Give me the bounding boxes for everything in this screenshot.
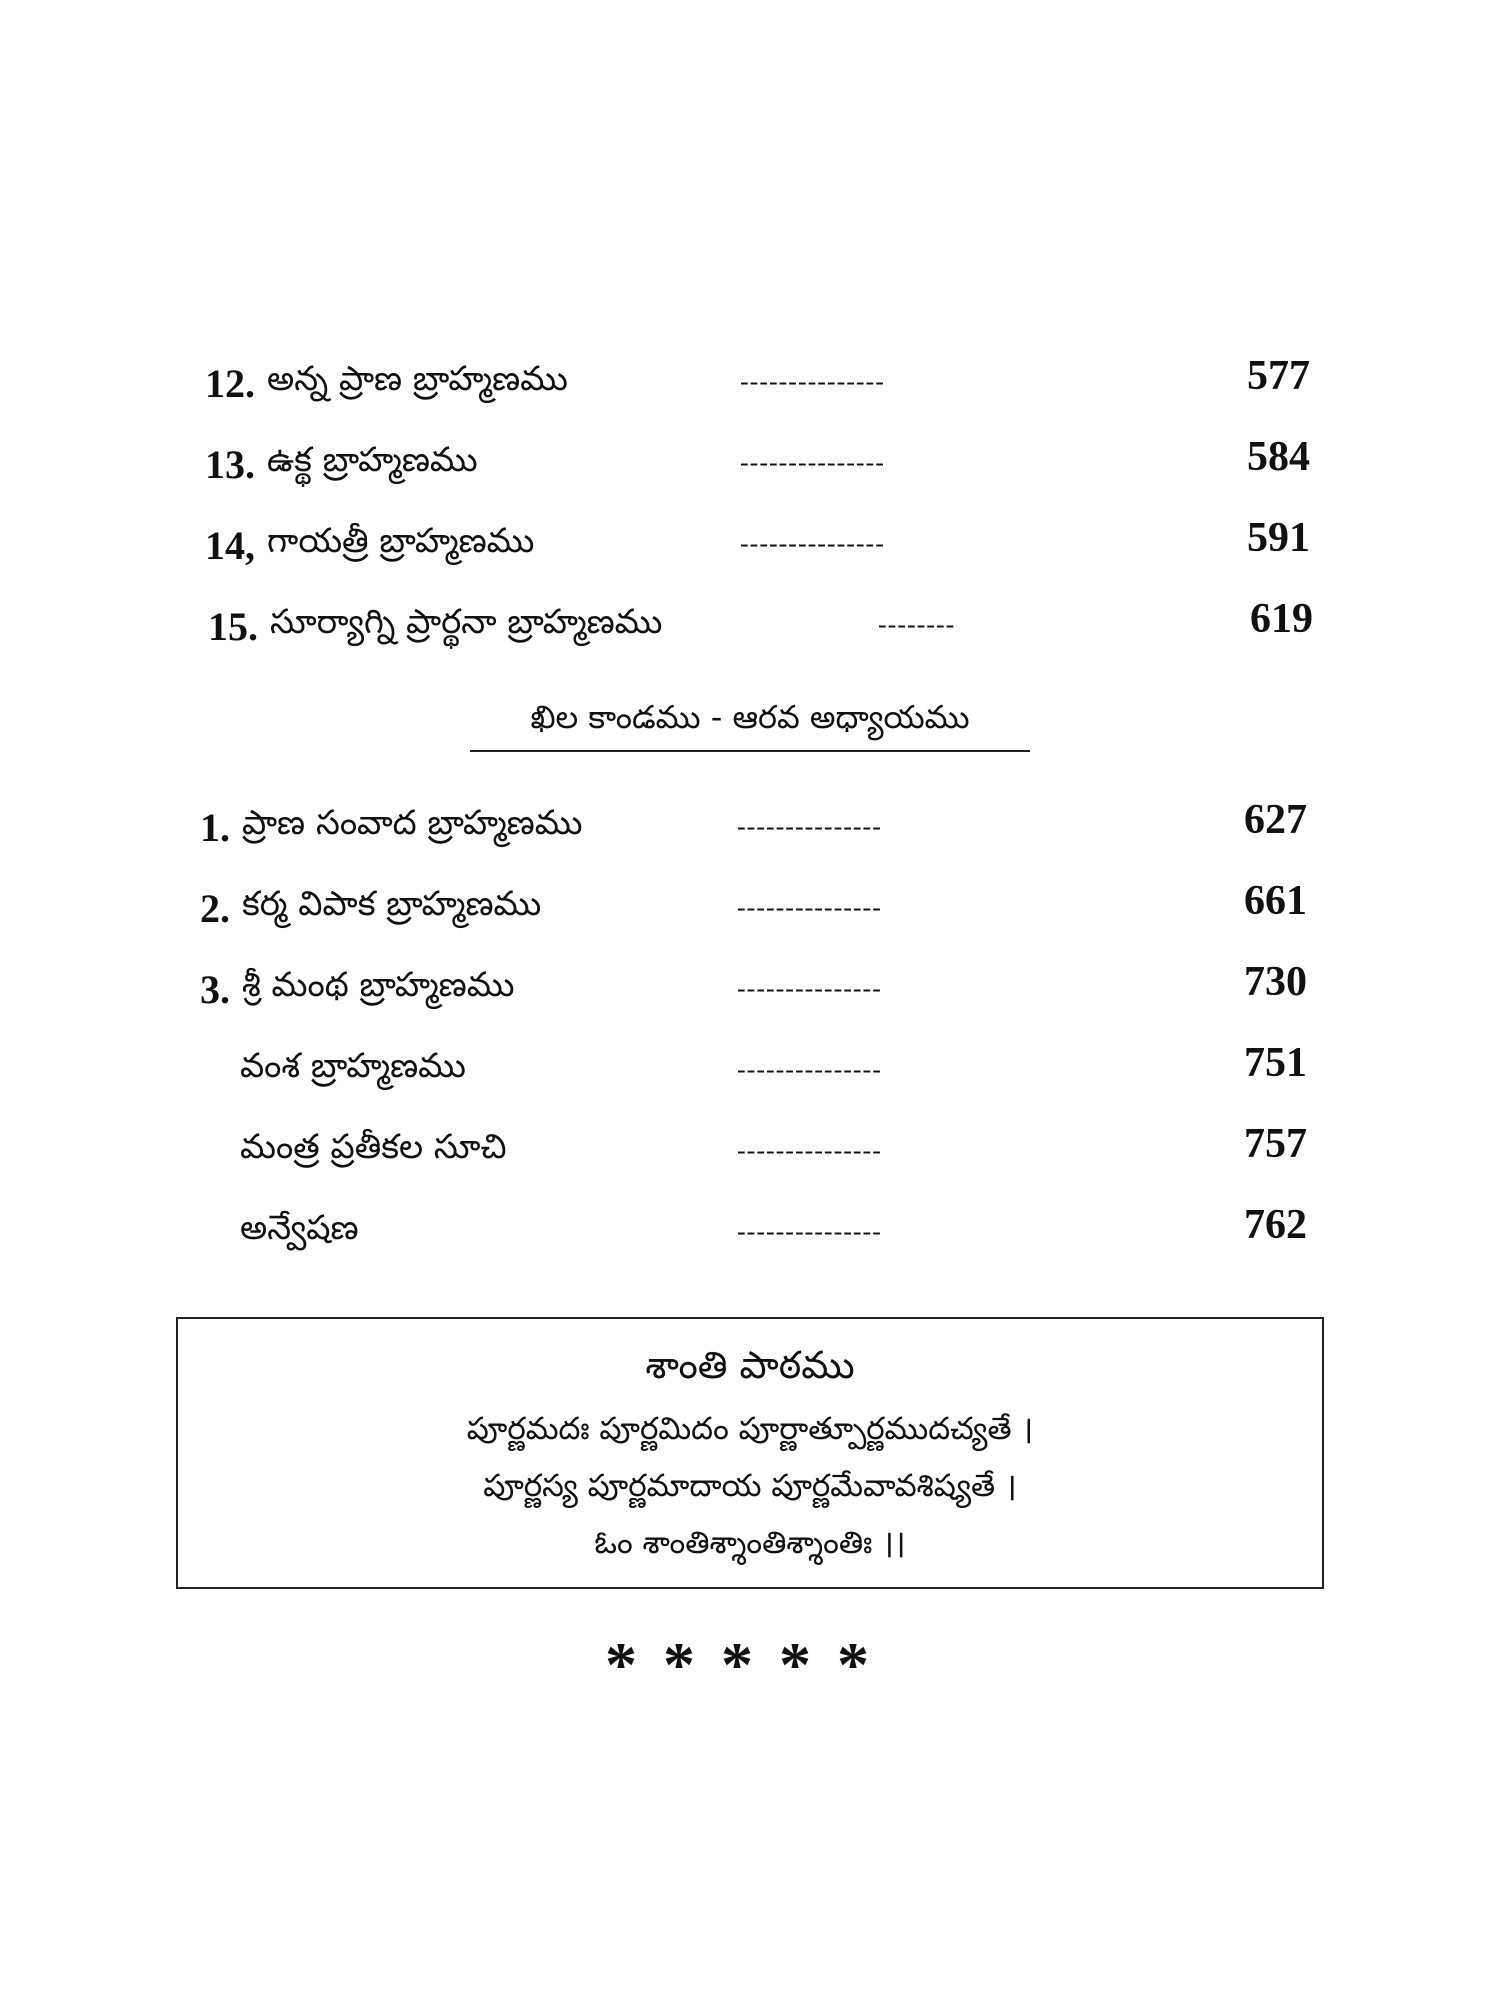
shanti-verse-line-3: ఓం శాంతిశ్శాంతిశ్శాంతిః ।।: [594, 1525, 906, 1561]
toc-entry-number: 15.: [208, 603, 258, 649]
toc-entry-page: 627: [1244, 797, 1307, 843]
toc-entry-number: 2.: [200, 885, 230, 931]
toc-entry-title: గాయత్రీ బ్రాహ్మణము: [267, 521, 535, 561]
toc-entry-page: 591: [1247, 515, 1310, 561]
shanti-verse-line-1: పూర్ణమదః పూర్ణమిదం పూర్ణాత్పూర్ణముదచ్యతే ।: [466, 1411, 1034, 1447]
toc-entry-leader: ---------------: [737, 893, 882, 922]
toc-entry-14: [205, 515, 534, 575]
toc-entry-leader: ---------------: [737, 974, 882, 1003]
toc-entry-number: 13.: [205, 441, 255, 487]
toc-entry-leader: ---------------: [737, 812, 882, 841]
toc-entry-page: 757: [1244, 1121, 1307, 1167]
toc-entry-leader: --------: [878, 610, 956, 639]
toc-entry-leader: ---------------: [737, 1217, 882, 1246]
toc-entry-title: మంత్ర ప్రతీకల సూచి: [240, 1127, 507, 1167]
toc-entry-vamsha: [240, 1040, 466, 1100]
shanti-verse-line-2: పూర్ణస్య పూర్ణమాదాయ పూర్ణమేవావశిష్యతే ।: [483, 1468, 1017, 1504]
toc-entry-leader: ---------------: [737, 1136, 882, 1165]
toc-entry-page: 751: [1244, 1040, 1307, 1086]
toc-entry-page: 619: [1250, 596, 1313, 642]
toc-entry-leader: ---------------: [740, 448, 885, 477]
toc-entry-page: 730: [1244, 959, 1307, 1005]
toc-entry-number: 14,: [205, 522, 255, 568]
section-heading: ఖిల కాండము - ఆరవ అధ్యాయము: [470, 698, 1030, 752]
toc-entry-12: [205, 353, 568, 413]
toc-entry-title: ఉక్థ బ్రాహ్మణము: [267, 440, 478, 480]
toc-entry-number: 1.: [200, 804, 230, 850]
toc-entry-page: 661: [1244, 878, 1307, 924]
toc-entry-13: [205, 434, 478, 494]
toc-entry-title: వంశ బ్రాహ్మణము: [240, 1046, 466, 1086]
shanti-title: శాంతి పాఠము: [645, 1343, 855, 1387]
toc-entry-title: అన్వేషణ: [240, 1208, 359, 1248]
toc-entry-page: 762: [1244, 1202, 1307, 1248]
toc-entry-title: సూర్యాగ్ని ప్రార్థనా బ్రాహ్మణము: [270, 602, 663, 642]
toc-entry-number: 12.: [205, 360, 255, 406]
toc-entry-title: శ్రీ మంథ బ్రాహ్మణము: [242, 965, 515, 1005]
toc-entry-page: 577: [1247, 353, 1310, 399]
toc-entry-leader: ---------------: [740, 529, 885, 558]
toc-entry-search: [240, 1202, 359, 1262]
end-marker-stars: *****: [605, 1629, 895, 1700]
toc-entry-page: 584: [1247, 434, 1310, 480]
shanti-path-box: [176, 1317, 1324, 1589]
toc-entry-title: అన్న ప్రాణ బ్రాహ్మణము: [267, 359, 568, 399]
toc-entry-mantra-index: [240, 1121, 507, 1181]
toc-entry-2: [200, 878, 541, 938]
toc-entry-leader: ---------------: [737, 1055, 882, 1084]
toc-entry-1: [200, 797, 582, 857]
toc-entry-3: [200, 959, 515, 1019]
toc-entry-number: 3.: [200, 966, 230, 1012]
toc-entry-title: ప్రాణ సంవాద బ్రాహ్మణము: [242, 803, 583, 843]
toc-entry-15: [208, 596, 662, 656]
toc-entry-leader: ---------------: [740, 367, 885, 396]
toc-entry-title: కర్మ విపాక బ్రాహ్మణము: [242, 884, 542, 924]
